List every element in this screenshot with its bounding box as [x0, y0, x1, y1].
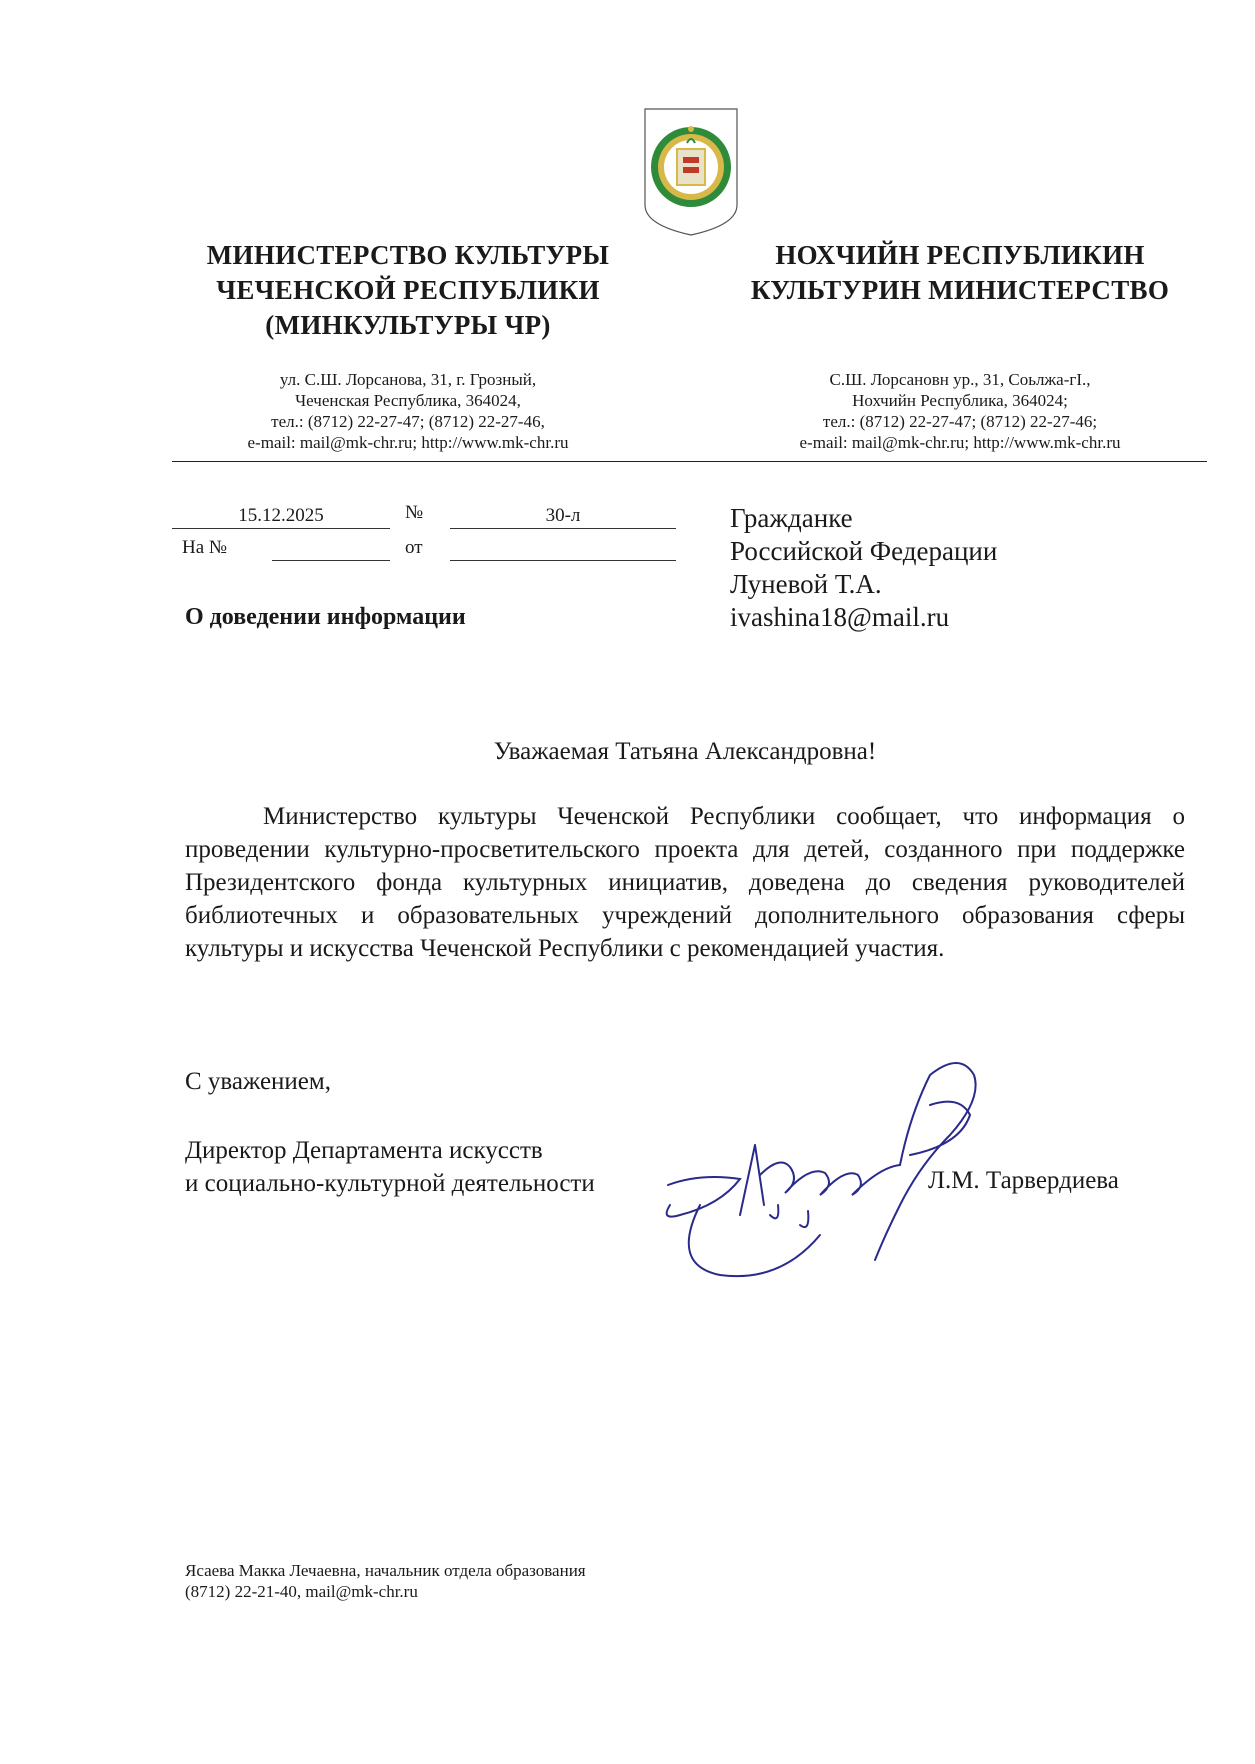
- document-number: 30-л: [450, 504, 676, 529]
- letter-subject: О доведении информации: [185, 604, 466, 630]
- ref-label: На №: [182, 537, 228, 558]
- coat-of-arms-emblem: [643, 107, 739, 237]
- ministry-title-chechen: НОХЧИЙН РЕСПУБЛИКИН КУЛЬТУРИН МИНИСТЕРСТВО: [750, 240, 1170, 305]
- handwritten-signature: [660, 1055, 1020, 1305]
- signer-name: Л.М. Тарвердиева: [928, 1167, 1119, 1194]
- from-date: [450, 536, 676, 561]
- signer-title: Директор Департамента искусств и социально-культурной деятельности: [185, 1137, 595, 1197]
- letterhead-divider: [172, 461, 1207, 462]
- ministry-title-russian: МИНИСТЕРСТВО КУЛЬТУРЫ ЧЕЧЕНСКОЙ РЕСПУБЛИКИ (МИНКУЛЬТУРЫ ЧР): [206, 240, 610, 340]
- ref-number: [272, 536, 390, 561]
- address-russian: ул. С.Ш. Лорсанова, 31, г. Грозный, Чеченская Республика, 364024, тел.: (8712) 22-27-47; (8712) 22-27-46, e-mail: mail@mk-chr.ru; http://www.mk-chr.ru: [247, 370, 569, 452]
- executor-info: Ясаева Макка Лечаевна, начальник отдела образования (8712) 22-21-40, mail@mk-chr.ru: [185, 1561, 586, 1601]
- closing: С уважением,: [185, 1068, 331, 1095]
- number-label: №: [405, 502, 424, 523]
- document-date: 15.12.2025: [172, 504, 390, 529]
- from-label: от: [405, 537, 423, 558]
- address-chechen: С.Ш. Лорсановн ур., 31, Соьлжа-гІ., Нохчийн Республика, 364024; тел.: (8712) 22-27-47; (8712) 22-27-46; e-mail: mail@mk-chr.ru; http://www.mk-chr.ru: [799, 370, 1121, 452]
- letter-body: Министерство культуры Чеченской Республики сообщает, что информация о проведении культурно-просветительского проекта для детей, созданного при поддержке Президентского фонда культурных инициатив, доведена до сведения руководителей библиотечных и образовательных учреждений дополнительного образования сферы культуры и искусства Чеченской Республики с рекомендацией участия.: [185, 803, 1185, 962]
- greeting: Уважаемая Татьяна Александровна!: [493, 738, 877, 765]
- recipient-block: Гражданке Российской Федерации Луневой Т.А. ivashina18@mail.ru: [730, 503, 998, 632]
